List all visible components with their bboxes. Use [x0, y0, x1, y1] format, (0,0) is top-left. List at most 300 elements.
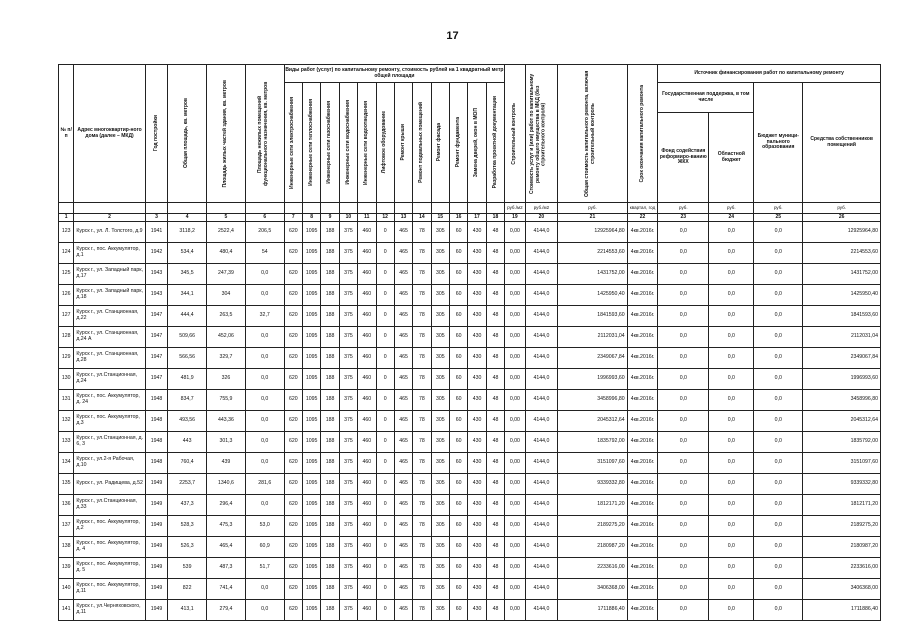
row-number: 133	[59, 432, 74, 453]
table-cell: 3151097,60	[803, 453, 881, 474]
unit-cell	[74, 203, 145, 214]
table-cell: 60	[450, 516, 468, 537]
col-number: 8	[303, 214, 321, 222]
col-number: 16	[450, 214, 468, 222]
col-number: 20	[525, 214, 558, 222]
table-cell: 78	[413, 579, 431, 600]
table-cell: 0,0	[245, 390, 284, 411]
header-regional: Областной бюджет	[709, 113, 754, 203]
table-cell: 375	[339, 432, 357, 453]
table-cell: 1095	[303, 390, 321, 411]
row-number: 126	[59, 285, 74, 306]
table-cell: 375	[339, 264, 357, 285]
address-cell: Курск г., ул.Станционная, д. 6, 3	[74, 432, 145, 453]
table-cell: 460	[358, 243, 376, 264]
table-cell: 2112031,04	[558, 327, 627, 348]
table-cell: 4144,0	[525, 243, 558, 264]
table-cell: 305	[431, 432, 449, 453]
table-cell: 0,0	[754, 474, 803, 495]
table-cell: 2045312,64	[803, 411, 881, 432]
table-cell: 465	[394, 474, 412, 495]
table-cell: 1841593,60	[558, 306, 627, 327]
header-fund: Фонд содействия реформиро-ванию ЖКХ	[658, 113, 709, 203]
header-work-facade: Ремонт фасада	[436, 123, 443, 162]
table-cell: 0,0	[658, 579, 709, 600]
table-cell: 4144,0	[525, 285, 558, 306]
table-cell: 460	[358, 516, 376, 537]
table-cell: 1095	[303, 579, 321, 600]
table-cell: 305	[431, 306, 449, 327]
header-state-support: Государственная поддержка, в том числе	[658, 83, 754, 113]
table-cell: 60	[450, 243, 468, 264]
table-row	[59, 264, 881, 285]
table-cell: 301,3	[207, 432, 246, 453]
table-cell: 0,0	[658, 495, 709, 516]
row-number: 127	[59, 306, 74, 327]
table-cell: 460	[358, 453, 376, 474]
table-cell: 305	[431, 285, 449, 306]
table-cell: 247,39	[207, 264, 246, 285]
table-cell: 430	[468, 348, 486, 369]
table-cell: 0,0	[658, 390, 709, 411]
table-row	[59, 495, 881, 516]
table-cell: 437,3	[168, 495, 207, 516]
table-cell: 0,0	[709, 432, 754, 453]
table-cell: 188	[321, 495, 339, 516]
table-cell: 487,3	[207, 558, 246, 579]
address-cell: Курск г., ул.Черняховского, д.11	[74, 600, 145, 621]
table-cell: 1947	[145, 327, 167, 348]
table-cell: 0	[376, 222, 394, 243]
table-cell: 620	[284, 537, 302, 558]
table-cell: 1095	[303, 264, 321, 285]
table-cell: 4144,0	[525, 222, 558, 243]
table-cell: 188	[321, 390, 339, 411]
table-cell: 0,0	[658, 243, 709, 264]
table-cell: 4кв.2016г.	[627, 579, 658, 600]
table-cell: 305	[431, 537, 449, 558]
table-cell: 78	[413, 285, 431, 306]
table-cell: 375	[339, 474, 357, 495]
table-cell: 305	[431, 348, 449, 369]
table-cell: 620	[284, 327, 302, 348]
table-cell: 78	[413, 264, 431, 285]
table-cell: 60	[450, 537, 468, 558]
col-number: 14	[413, 214, 431, 222]
table-cell: 0,00	[505, 453, 525, 474]
table-cell: 430	[468, 579, 486, 600]
row-number: 125	[59, 264, 74, 285]
table-cell: 78	[413, 369, 431, 390]
table-cell: 430	[468, 537, 486, 558]
table-cell: 3458996,80	[558, 390, 627, 411]
table-cell: 48	[486, 579, 504, 600]
table-row	[59, 222, 881, 243]
table-cell: 0,0	[754, 243, 803, 264]
table-cell: 60	[450, 306, 468, 327]
address-cell: Курск г., ул. Радищева, д.52	[74, 474, 145, 495]
table-cell: 188	[321, 285, 339, 306]
table-cell: 1949	[145, 579, 167, 600]
table-cell: 1095	[303, 495, 321, 516]
table-cell: 0,0	[658, 600, 709, 621]
table-cell: 1095	[303, 516, 321, 537]
table-cell: 0,0	[245, 348, 284, 369]
unit-cell	[394, 203, 412, 214]
row-number: 140	[59, 579, 74, 600]
table-cell: 375	[339, 537, 357, 558]
table-cell: 305	[431, 516, 449, 537]
row-number: 135	[59, 474, 74, 495]
table-cell: 4144,0	[525, 432, 558, 453]
table-cell: 305	[431, 327, 449, 348]
col-number: 26	[803, 214, 881, 222]
table-row	[59, 474, 881, 495]
table-cell: 1340,6	[207, 474, 246, 495]
table-cell: 465	[394, 327, 412, 348]
table-cell: 460	[358, 327, 376, 348]
table-cell: 2214553,60	[803, 243, 881, 264]
table-cell: 0,0	[754, 600, 803, 621]
table-cell: 465	[394, 222, 412, 243]
col-number: 17	[468, 214, 486, 222]
table-cell: 3458996,80	[803, 390, 881, 411]
table-cell: 263,5	[207, 306, 246, 327]
table-cell: 620	[284, 285, 302, 306]
header-work-basement: Ремонт подвальных помещений	[418, 102, 425, 183]
header-cost-per-sqm: Стоимость услуг и (или) работ по капитальному ремонту общего имущества в МКД (без строительного контроля)	[529, 73, 547, 194]
table-cell: 2189275,20	[558, 516, 627, 537]
unit-cell	[339, 203, 357, 214]
table-cell: 60	[450, 390, 468, 411]
header-work-electric: Инженерные сети электроснабжения	[289, 96, 296, 189]
table-cell: 188	[321, 327, 339, 348]
table-cell: 4144,0	[525, 327, 558, 348]
table-cell: 4144,0	[525, 390, 558, 411]
table-cell: 2349067,84	[558, 348, 627, 369]
table-row	[59, 390, 881, 411]
unit-cell	[431, 203, 449, 214]
header-work-doors-windows: Замена дверей, окон в МОП	[473, 107, 480, 178]
table-row	[59, 369, 881, 390]
address-cell: Курск г., пос. Аккумулятор, д.2	[74, 516, 145, 537]
table-cell: 0,0	[245, 285, 284, 306]
table-cell: 430	[468, 222, 486, 243]
table-cell: 281,6	[245, 474, 284, 495]
table-cell: 0,0	[754, 495, 803, 516]
table-cell: 620	[284, 495, 302, 516]
table-cell: 0,0	[658, 327, 709, 348]
table-cell: 0,0	[658, 558, 709, 579]
table-cell: 305	[431, 264, 449, 285]
table-cell: 0,00	[505, 327, 525, 348]
header-total-cost: Общая стоимость капитального ремонта, включая строительный контроль	[584, 70, 597, 197]
table-cell: 460	[358, 222, 376, 243]
table-cell: 0,00	[505, 600, 525, 621]
address-cell: Курск г., ул.2-я Рабочая, д.10	[74, 453, 145, 474]
header-work-sewage: Инженерные сети водоотведения	[362, 100, 369, 185]
table-cell: 0,0	[754, 264, 803, 285]
table-cell: 0,0	[709, 222, 754, 243]
table-cell: 3406368,00	[803, 579, 881, 600]
units-row	[59, 203, 881, 214]
unit-cell	[207, 203, 246, 214]
table-cell: 0	[376, 348, 394, 369]
unit-cell: руб.	[803, 203, 881, 214]
table-cell: 2180987,20	[803, 537, 881, 558]
table-cell: 188	[321, 600, 339, 621]
table-cell: 460	[358, 306, 376, 327]
table-cell: 0	[376, 600, 394, 621]
address-cell: Курск г., пос. Аккумулятор, д. 4	[74, 537, 145, 558]
table-cell: 78	[413, 537, 431, 558]
address-cell: Курск г., ул. Западный парк, д.17	[74, 264, 145, 285]
table-cell: 375	[339, 516, 357, 537]
table-cell: 741,4	[207, 579, 246, 600]
table-cell: 1711886,40	[803, 600, 881, 621]
table-cell: 1711886,40	[558, 600, 627, 621]
table-cell: 430	[468, 600, 486, 621]
header-work-design-docs: Разработка проектной документации	[491, 96, 498, 189]
table-cell: 4кв.2016г.	[627, 369, 658, 390]
table-body	[59, 222, 881, 621]
table-cell: 620	[284, 600, 302, 621]
col-number: 2	[74, 214, 145, 222]
table-cell: 0,0	[658, 537, 709, 558]
table-cell: 188	[321, 537, 339, 558]
row-number: 129	[59, 348, 74, 369]
unit-cell	[245, 203, 284, 214]
table-cell: 188	[321, 348, 339, 369]
table-cell: 620	[284, 558, 302, 579]
table-cell: 1948	[145, 411, 167, 432]
table-row	[59, 516, 881, 537]
table-cell: 48	[486, 327, 504, 348]
col-number: 23	[658, 214, 709, 222]
table-cell: 0,00	[505, 537, 525, 558]
unit-cell	[284, 203, 302, 214]
table-cell: 60	[450, 474, 468, 495]
table-cell: 305	[431, 474, 449, 495]
table-cell: 329,7	[207, 348, 246, 369]
table-cell: 326	[207, 369, 246, 390]
table-cell: 430	[468, 516, 486, 537]
table-cell: 188	[321, 453, 339, 474]
unit-cell	[486, 203, 504, 214]
table-cell: 78	[413, 222, 431, 243]
table-cell: 188	[321, 411, 339, 432]
table-cell: 1095	[303, 243, 321, 264]
table-cell: 4кв.2016г.	[627, 243, 658, 264]
table-cell: 188	[321, 243, 339, 264]
table-cell: 443	[168, 432, 207, 453]
table-cell: 0,0	[658, 264, 709, 285]
col-number: 6	[245, 214, 284, 222]
table-cell: 0,0	[709, 453, 754, 474]
table-row	[59, 243, 881, 264]
table-cell: 4144,0	[525, 348, 558, 369]
table-cell: 305	[431, 453, 449, 474]
table-row	[59, 579, 881, 600]
table-cell: 1996993,60	[558, 369, 627, 390]
table-cell: 2522,4	[207, 222, 246, 243]
table-cell: 452,06	[207, 327, 246, 348]
table-cell: 1947	[145, 369, 167, 390]
table-cell: 0	[376, 243, 394, 264]
table-cell: 305	[431, 495, 449, 516]
table-cell: 0,0	[754, 579, 803, 600]
table-cell: 430	[468, 369, 486, 390]
table-cell: 439	[207, 453, 246, 474]
table-cell: 60,9	[245, 537, 284, 558]
table-cell: 188	[321, 579, 339, 600]
table-cell: 0,0	[245, 600, 284, 621]
table-cell: 465,4	[207, 537, 246, 558]
table-cell: 2180987,20	[558, 537, 627, 558]
row-number: 123	[59, 222, 74, 243]
table-cell: 465	[394, 243, 412, 264]
table-row	[59, 411, 881, 432]
table-cell: 1949	[145, 516, 167, 537]
table-cell: 1095	[303, 432, 321, 453]
col-number: 3	[145, 214, 167, 222]
table-cell: 305	[431, 369, 449, 390]
table-cell: 1425950,40	[803, 285, 881, 306]
table-cell: 48	[486, 222, 504, 243]
col-number: 18	[486, 214, 504, 222]
table-cell: 375	[339, 453, 357, 474]
header-build-control: Строительный контроль	[511, 102, 517, 165]
col-number: 4	[168, 214, 207, 222]
table-cell: 0,00	[505, 474, 525, 495]
table-cell: 465	[394, 369, 412, 390]
col-number: 11	[358, 214, 376, 222]
table-cell: 1948	[145, 453, 167, 474]
table-cell: 620	[284, 264, 302, 285]
row-number: 136	[59, 495, 74, 516]
table-row	[59, 537, 881, 558]
table-cell: 0	[376, 537, 394, 558]
table-cell: 1095	[303, 222, 321, 243]
col-number: 12	[376, 214, 394, 222]
table-cell: 4кв.2016г.	[627, 432, 658, 453]
table-cell: 188	[321, 264, 339, 285]
table-cell: 0,0	[709, 348, 754, 369]
table-cell: 0,0	[754, 516, 803, 537]
table-cell: 528,3	[168, 516, 207, 537]
table-cell: 0,0	[709, 600, 754, 621]
table-cell: 0,00	[505, 243, 525, 264]
table-cell: 0,0	[709, 516, 754, 537]
table-cell: 465	[394, 264, 412, 285]
table-cell: 465	[394, 453, 412, 474]
table-cell: 1943	[145, 264, 167, 285]
row-number: 124	[59, 243, 74, 264]
table-cell: 1095	[303, 348, 321, 369]
table-cell: 78	[413, 474, 431, 495]
table-cell: 4кв.2016г.	[627, 285, 658, 306]
table-cell: 1425950,40	[558, 285, 627, 306]
table-cell: 430	[468, 558, 486, 579]
table-cell: 375	[339, 285, 357, 306]
table-cell: 465	[394, 579, 412, 600]
unit-cell	[468, 203, 486, 214]
col-number: 7	[284, 214, 302, 222]
table-cell: 0	[376, 285, 394, 306]
table-cell: 413,1	[168, 600, 207, 621]
table-cell: 51,7	[245, 558, 284, 579]
table-cell: 526,3	[168, 537, 207, 558]
table-cell: 430	[468, 411, 486, 432]
unit-cell	[59, 203, 74, 214]
table-cell: 755,9	[207, 390, 246, 411]
table-cell: 305	[431, 600, 449, 621]
table-cell: 460	[358, 432, 376, 453]
table-cell: 430	[468, 264, 486, 285]
table-cell: 0	[376, 516, 394, 537]
table-cell: 48	[486, 348, 504, 369]
table-cell: 48	[486, 537, 504, 558]
table-cell: 3406368,00	[558, 579, 627, 600]
table-cell: 566,56	[168, 348, 207, 369]
table-cell: 1947	[145, 306, 167, 327]
table-cell: 0,0	[709, 474, 754, 495]
table-cell: 539	[168, 558, 207, 579]
table-cell: 0,0	[658, 222, 709, 243]
header-year: Год постройки	[152, 115, 159, 152]
table-cell: 0,00	[505, 411, 525, 432]
table-cell: 0,00	[505, 558, 525, 579]
table-cell: 305	[431, 411, 449, 432]
table-cell: 430	[468, 390, 486, 411]
table-cell: 460	[358, 600, 376, 621]
table-cell: 460	[358, 579, 376, 600]
table-cell: 620	[284, 243, 302, 264]
table-cell: 305	[431, 579, 449, 600]
table-cell: 4кв.2016г.	[627, 348, 658, 369]
table-cell: 430	[468, 432, 486, 453]
table-cell: 60	[450, 579, 468, 600]
table-cell: 1812171,20	[558, 495, 627, 516]
table-cell: 620	[284, 516, 302, 537]
table-cell: 0,0	[245, 264, 284, 285]
table-cell: 0,0	[754, 369, 803, 390]
header-deadline: Срок окончания капитального ремонта	[638, 84, 645, 183]
table-cell: 48	[486, 285, 504, 306]
table-cell: 444,4	[168, 306, 207, 327]
address-cell: Курск г., ул.Станционная, д.24	[74, 369, 145, 390]
unit-cell	[303, 203, 321, 214]
table-cell: 430	[468, 327, 486, 348]
table-cell: 0	[376, 495, 394, 516]
table-cell: 48	[486, 306, 504, 327]
table-cell: 1095	[303, 369, 321, 390]
col-number: 10	[339, 214, 357, 222]
table-cell: 48	[486, 411, 504, 432]
table-cell: 0,00	[505, 369, 525, 390]
table-cell: 375	[339, 600, 357, 621]
table-cell: 430	[468, 495, 486, 516]
table-cell: 1996993,60	[803, 369, 881, 390]
table-cell: 0,0	[754, 285, 803, 306]
table-cell: 0,0	[245, 327, 284, 348]
table-cell: 0,0	[754, 390, 803, 411]
table-cell: 9339332,80	[803, 474, 881, 495]
table-cell: 188	[321, 474, 339, 495]
table-cell: 48	[486, 390, 504, 411]
table-cell: 60	[450, 411, 468, 432]
table-cell: 305	[431, 558, 449, 579]
